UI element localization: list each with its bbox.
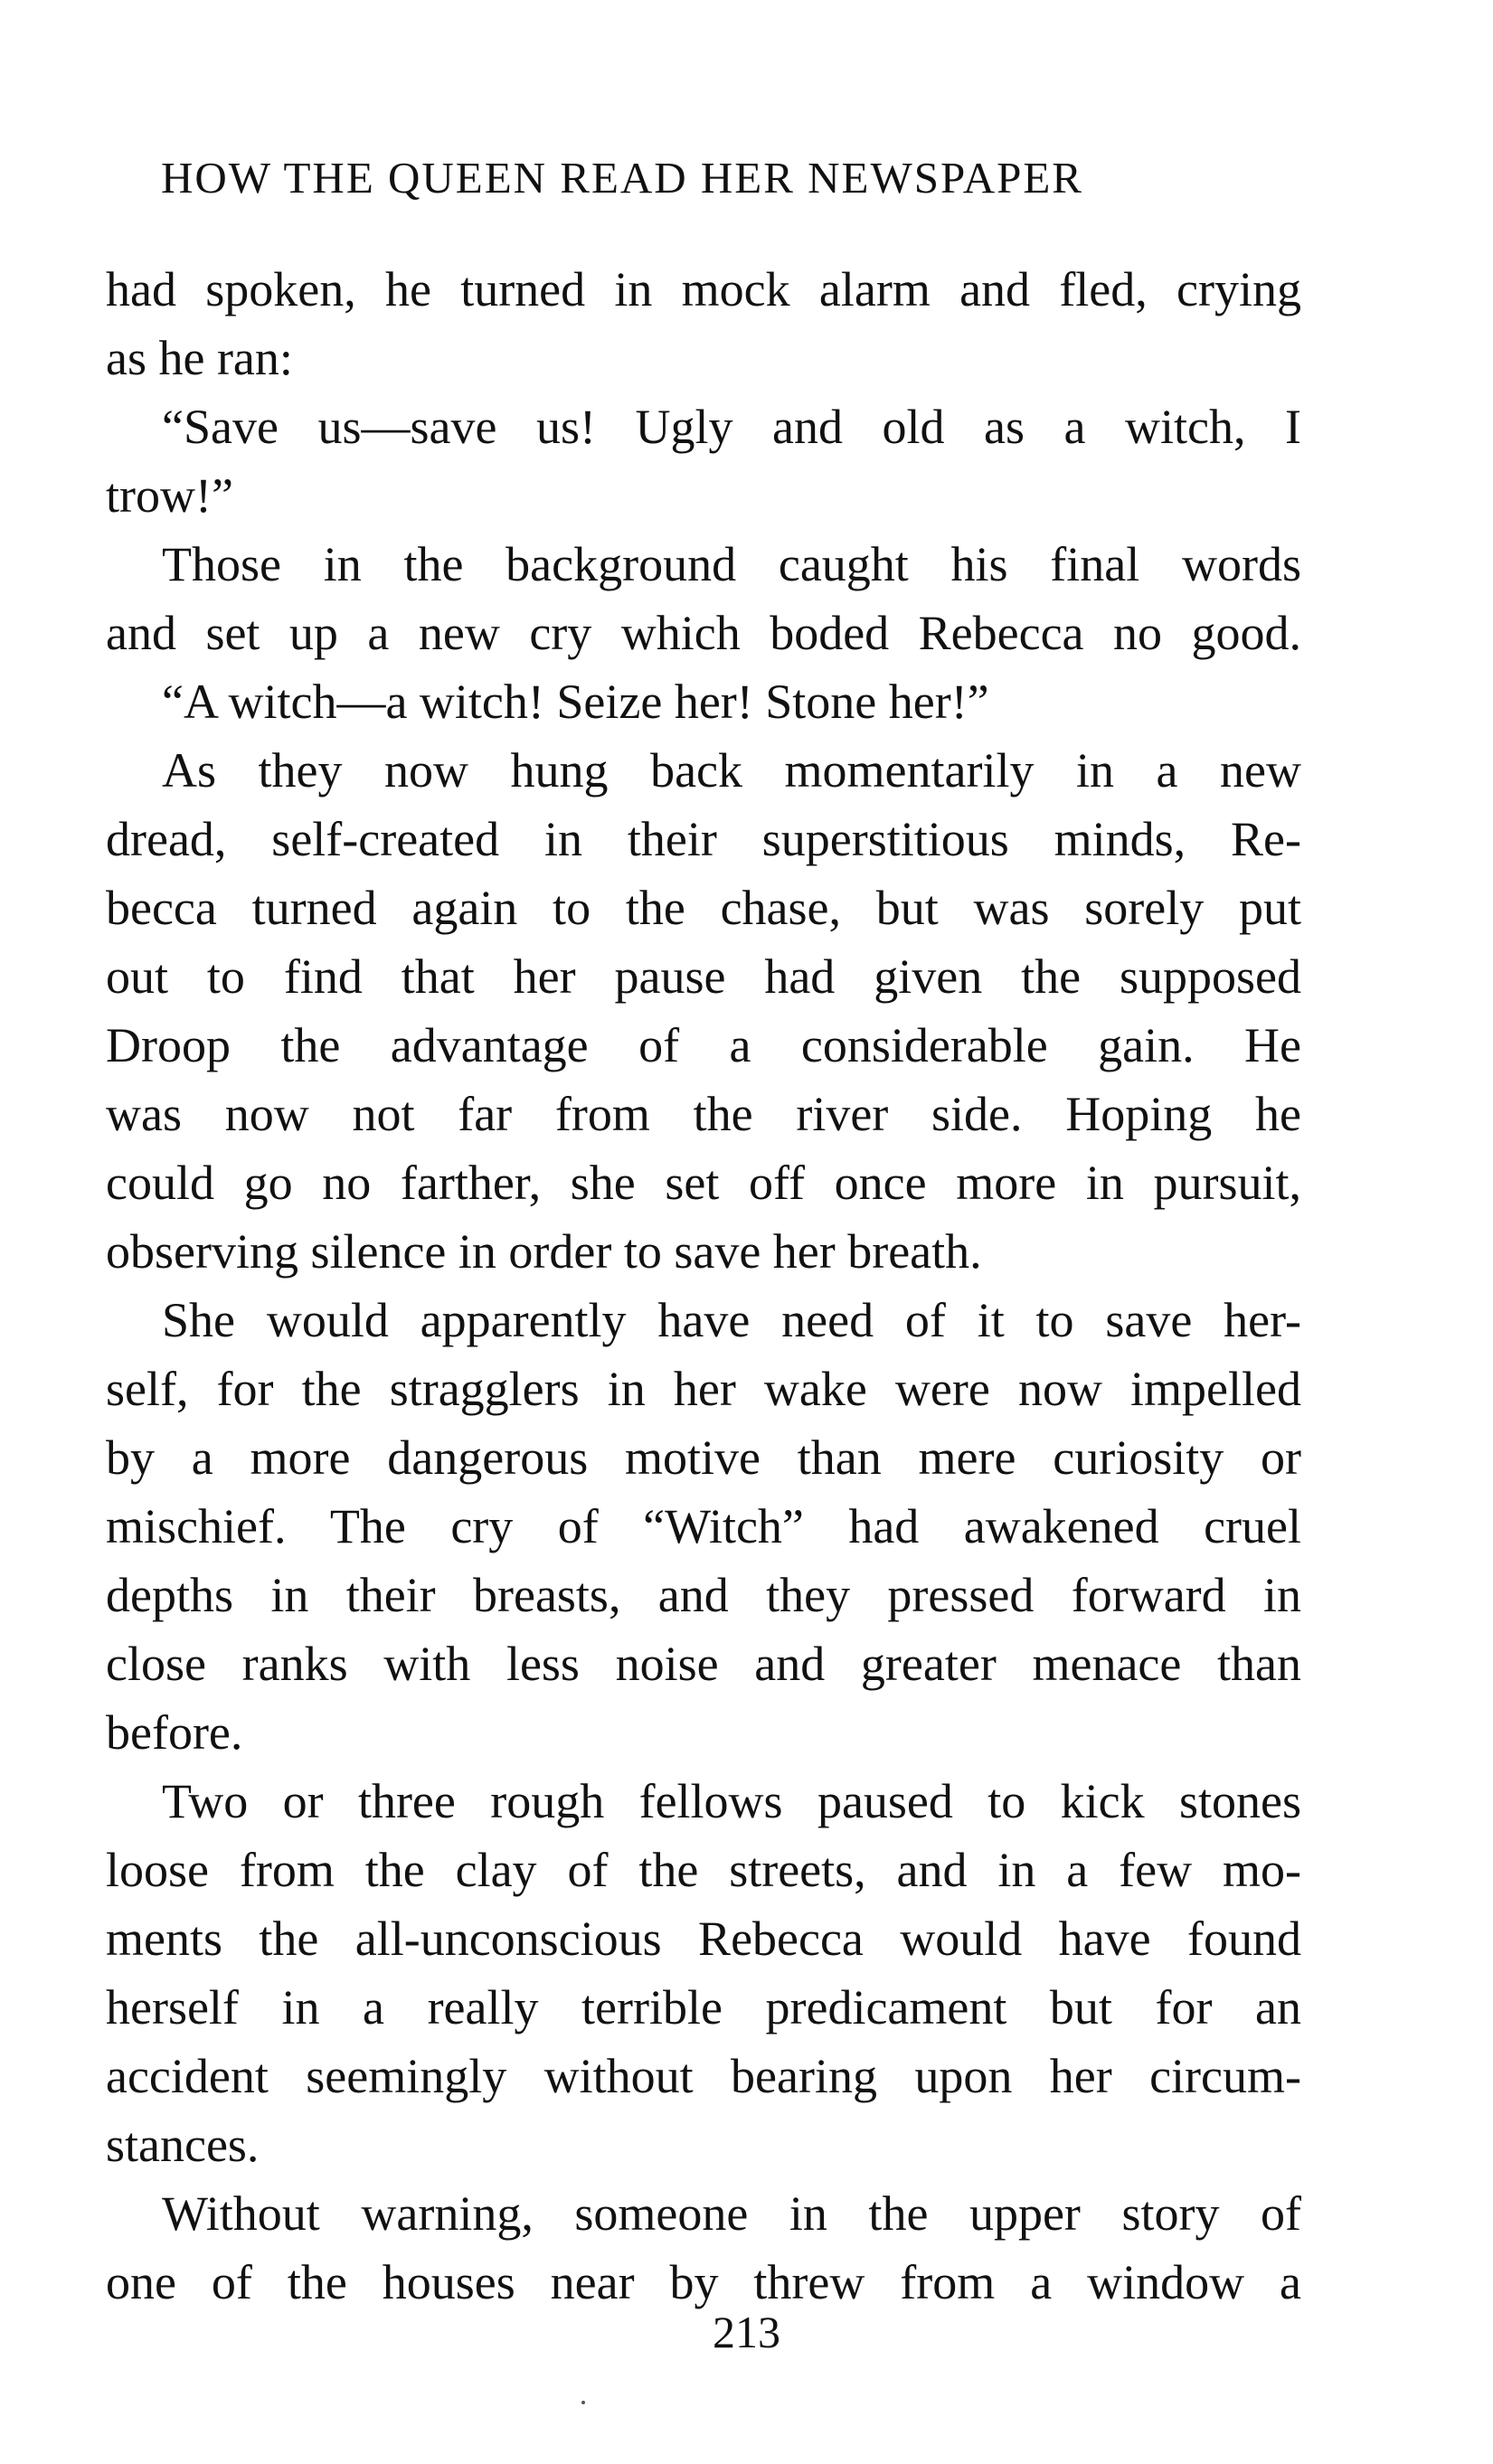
page-number: 213 [713, 2307, 780, 2357]
body-text [106, 255, 1301, 2317]
text-line: accident seemingly without bearing upon her circum- [106, 2049, 1301, 2103]
text-line: “Save us—save us! Ugly and old as a witch, I [162, 400, 1301, 454]
text-line: before. [106, 1705, 243, 1760]
text-line: close ranks with less noise and greater menace than [106, 1637, 1301, 1691]
text-line: Without warning, someone in the upper story of [162, 2186, 1301, 2241]
text-line: Droop the advantage of a considerable gain. He [106, 1018, 1301, 1072]
text-line: “A witch—a witch! Seize her! Stone her!” [162, 675, 989, 729]
text-line: depths in their breasts, and they pressed forward in [106, 1568, 1301, 1622]
text-line: becca turned again to the chase, but was sorely put [106, 881, 1301, 935]
text-line: observing silence in order to save her breath. [106, 1224, 982, 1279]
text-line: As they now hung back momentarily in a new [162, 743, 1301, 798]
text-line: was now not far from the river side. Hoping he [106, 1087, 1301, 1141]
text-line: out to find that her pause had given the supposed [106, 949, 1301, 1004]
text-line: one of the houses near by threw from a window a [106, 2255, 1301, 2309]
text-line: She would apparently have need of it to save her- [162, 1293, 1301, 1347]
paper-speck-icon [581, 2401, 585, 2404]
text-line: Two or three rough fellows paused to kick stones [162, 1774, 1301, 1828]
text-line: herself in a really terrible predicament but for an [106, 1980, 1301, 2034]
text-line: self, for the stragglers in her wake were now impelled [106, 1362, 1301, 1416]
text-line: could go no farther, she set off once more in pursuit, [106, 1156, 1301, 1210]
text-line: had spoken, he turned in mock alarm and fled, crying [106, 262, 1301, 316]
text-line: mischief. The cry of “Witch” had awakened cruel [106, 1499, 1301, 1553]
text-line: loose from the clay of the streets, and in a few mo- [106, 1843, 1301, 1897]
text-line: trow!” [106, 468, 233, 523]
text-line: as he ran: [106, 331, 293, 385]
text-line: Those in the background caught his final words [162, 537, 1301, 591]
text-line: ments the all-unconscious Rebecca would have found [106, 1912, 1301, 1966]
text-line: dread, self-created in their superstitious minds, Re- [106, 812, 1301, 866]
running-head: HOW THE QUEEN READ HER NEWSPAPER [161, 153, 1083, 203]
text-line: stances. [106, 2118, 260, 2172]
text-line: by a more dangerous motive than mere curiosity or [106, 1430, 1301, 1485]
text-line: and set up a new cry which boded Rebecca no good. [106, 606, 1301, 660]
